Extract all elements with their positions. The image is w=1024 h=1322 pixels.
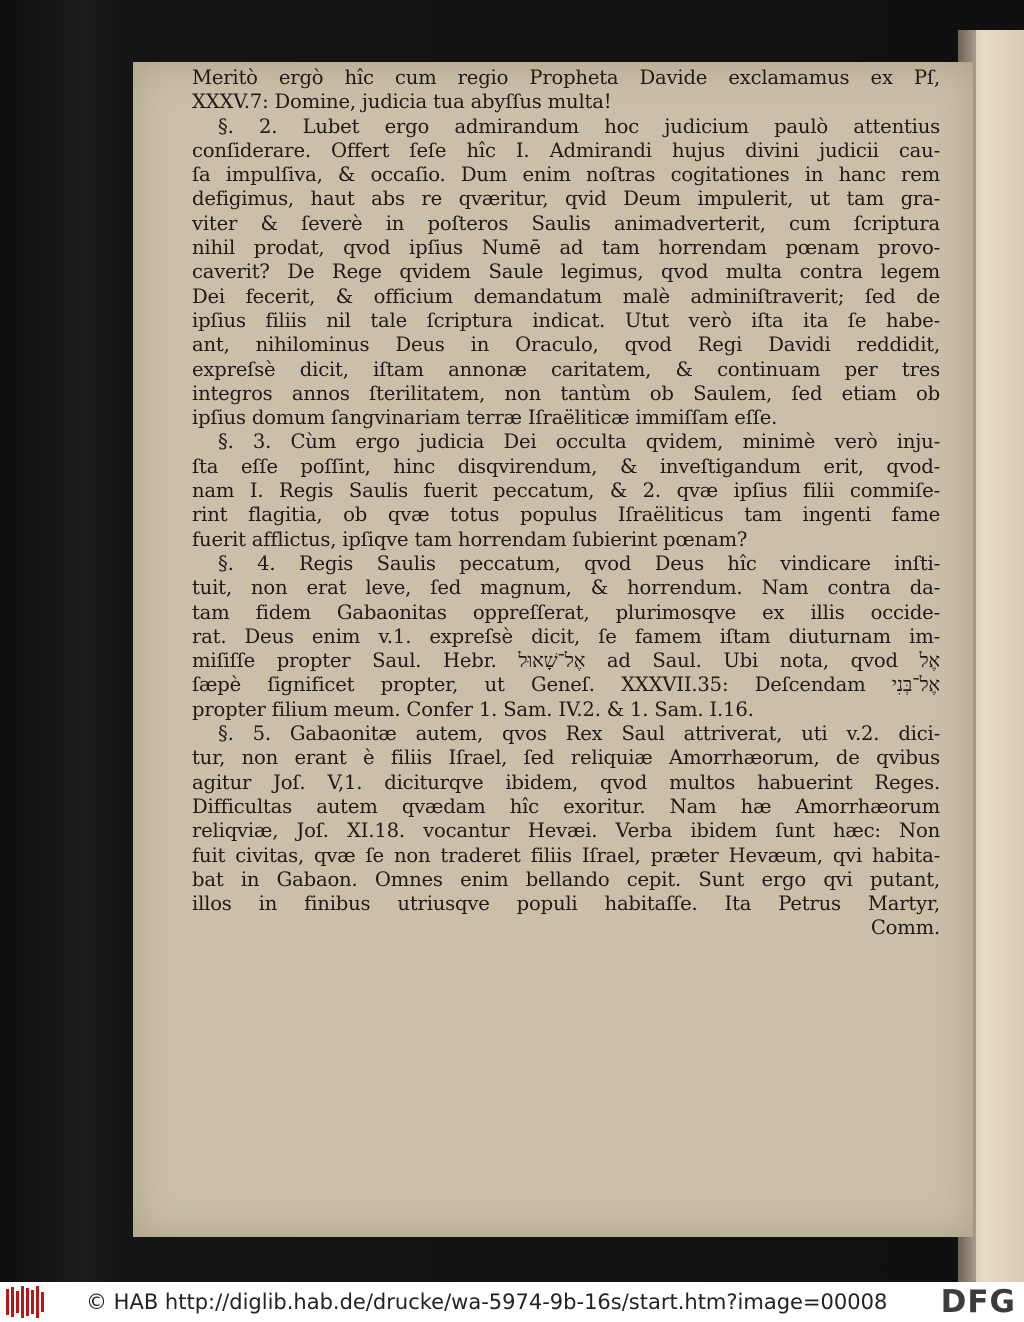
text-line: Difficultas autem qvædam hîc exoritur. Nam hæ Amorrhæorum	[192, 794, 940, 818]
text-line: reliqviæ, Joſ. XI.18. vocantur Hevæi. Verba ibidem ſunt hæc: Non	[192, 819, 940, 843]
text-line: tam fidem Gabaonitas oppreſſerat, plurimosqve ex illis occide-	[192, 600, 940, 624]
text-line: §. 5. Gabaonitæ autem, qvos Rex Saul attriverat, uti v.2. dici-	[218, 722, 940, 746]
dfg-logo: DFG	[940, 1284, 1016, 1320]
text-line: rint flagitia, ob qvæ totus populus Iſraëliticus tam ingenti fame	[192, 503, 940, 527]
text-line: §. 3. Cùm ergo judicia Dei occulta qvidem, minimè verò inju-	[218, 430, 940, 454]
text-line: tuit, non erat leve, ſed magnum, & horrendum. Nam contra da-	[192, 576, 940, 600]
text-line: fuit civitas, qvæ ſe non traderet filiis Iſrael, præter Hevæum, qvi habita-	[192, 843, 940, 867]
text-line: miſiſſe propter Saul. Hebr. אֶל־שָׁאוּל ad Saul. Ubi nota, qvod אֶל	[192, 649, 940, 673]
text-line: viter & ſeverè in poſteros Saulis animadverterit, cum ſcriptura	[192, 211, 940, 235]
copyright-link[interactable]: © HAB http://diglib.hab.de/drucke/wa-5974-9b-16s/start.htm?image=00008	[86, 1290, 888, 1314]
text-line: §. 2. Lubet ergo admirandum hoc judicium paulò attentius	[218, 114, 940, 138]
text-line: ſta eſſe poſſint, hinc disqvirendum, & inveſtigandum erit, qvod-	[192, 454, 940, 478]
text-line: tur, non erant è filiis Iſrael, ſed reliquiæ Amorrhæorum, de qvibus	[192, 746, 940, 770]
text-line: defigimus, haut abs re qværitur, qvid Deum impulerit, ut tam gra-	[192, 187, 940, 211]
text-line: Meritò ergò hîc cum regio Propheta Davide exclamamus ex Pſ,	[192, 66, 940, 89]
text-line: conſiderare. Offert ſeſe hîc I. Admirandi hujus divini judicii cau-	[192, 138, 940, 162]
text-line: ipſius filiis nil tale ſcriptura indicat. Utut verò iſta ita ſe habe-	[192, 308, 940, 332]
text-line: expreſsè dicit, iſtam annonæ caritatem, & continuam per tres	[192, 357, 940, 381]
text-line: rat. Deus enim v.1. expreſsè dicit, ſe famem iſtam diuturnam im-	[192, 624, 940, 648]
text-line: nihil prodat, qvod ipſius Numē ad tam horrendam pœnam provo-	[192, 236, 940, 260]
text-line: illos in finibus utriusqve populi habitaſſe. Ita Petrus Martyr,	[192, 892, 940, 916]
text-line: bat in Gabaon. Omnes enim bellando cepit. Sunt ergo qvi putant,	[192, 867, 940, 891]
text-line: agitur Joſ. V,1. diciturqve ibidem, qvod multos habuerint Reges.	[192, 770, 940, 794]
text-line: propter filium meum. Confer 1. Sam. IV.2. & 1. Sam. I.16.	[192, 697, 754, 721]
text-line: Dei fecerit, & officium demandatum malè adminiſtraverit; ſed de	[192, 284, 940, 308]
text-line: ſa impulſiva, & occaſio. Dum enim noſtras cogitationes in hanc rem	[192, 163, 940, 187]
page-text	[192, 66, 940, 941]
text-line: ipſius domum ſangvinariam terræ Iſraëliticæ immiſſam eſſe.	[192, 406, 778, 430]
text-line: fuerit afflictus, ipſiqve tam horrendam ſubierint pœnam?	[192, 527, 748, 551]
viewer-footer	[0, 1282, 1024, 1322]
text-line: §. 4. Regis Saulis peccatum, qvod Deus hîc vindicare inſti-	[218, 551, 940, 575]
text-line: ſæpè ſignificet propter, ut Geneſ. XXXVII.35: Deſcendam אֶל־בְּנִי	[192, 673, 940, 697]
text-line: ant, nihilominus Deus in Oraculo, qvod Regi Davidi reddidit,	[192, 333, 940, 357]
hab-logo-icon	[6, 1282, 46, 1322]
text-line: integros annos ſterilitatem, non tantùm ob Saulem, ſed etiam ob	[192, 381, 940, 405]
catchword: Comm.	[870, 916, 940, 940]
text-line: caverit? De Rege qvidem Saule legimus, qvod multa contra legem	[192, 260, 940, 284]
text-line: XXXV.7: Domine, judicia tua abyſſus multa!	[192, 90, 612, 114]
text-line: nam I. Regis Saulis fuerit peccatum, & 2. qvæ ipſius filii commiſe-	[192, 479, 940, 503]
